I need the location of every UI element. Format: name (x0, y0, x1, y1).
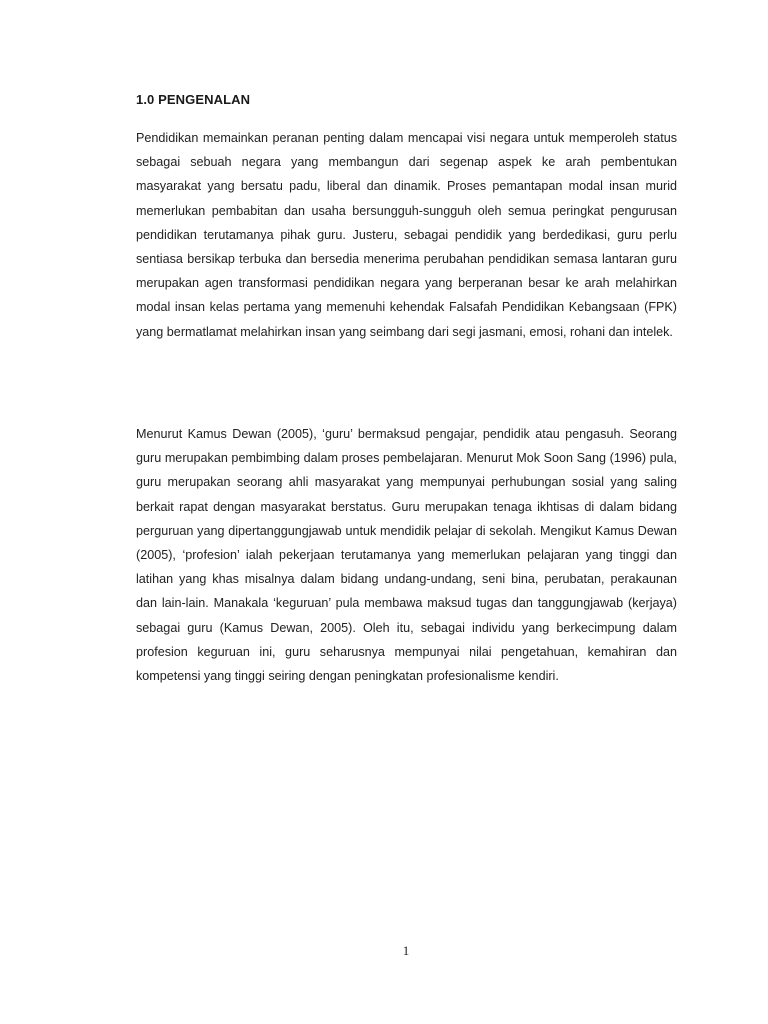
page-number: 1 (402, 943, 410, 958)
section-heading: 1.0 PENGENALAN (136, 92, 251, 107)
paragraph-definitions: Menurut Kamus Dewan (2005), ‘guru’ bermaksud pengajar, pendidik atau pengasuh. Seorang guru merupakan pembimbing dalam proses pembelajaran. Menurut Mok Soon Sang (1996) pula, guru merupakan seorang ahli masyarakat yang mempunyai perhubungan sosial yang saling berkait rapat dengan masyarakat berstatus. Guru merupakan tenaga ikhtisas di dalam bidang perguruan yang dipertanggungjawab untuk mendidik pelajar di sekolah. Mengikut Kamus Dewan (2005), ‘profesion’ ialah pekerjaan terutamanya yang memerlukan pelajaran yang tinggi dan latihan yang khas misalnya dalam bidang undang-undang, seni bina, perubatan, perakaunan dan lain-lain. Manakala ‘keguruan’ pula membawa maksud tugas dan tanggungjawab (kerjaya) sebagai guru (Kamus Dewan, 2005). Oleh itu, sebagai individu yang berkecimpung dalam profesion keguruan ini, guru seharusnya mempunyai nilai pengetahuan, kemahiran dan kompetensi yang tinggi seiring dengan peningkatan profesionalisme kendiri. (136, 427, 677, 684)
paragraph-introduction: Pendidikan memainkan peranan penting dalam mencapai visi negara untuk memperoleh status sebagai sebuah negara yang membangun dari segenap aspek ke arah pembentukan masyarakat yang bersatu padu, liberal dan dinamik. Proses pemantapan modal insan murid memerlukan pembabitan dan usaha bersungguh-sungguh oleh semua peringkat pengurusan pendidikan terutamanya pihak guru. Justeru, sebagai pendidik yang berdedikasi, guru perlu sentiasa bersikap terbuka dan bersedia menerima perubahan pendidikan semasa lantaran guru merupakan agen transformasi pendidikan negara yang berperanan besar ke arah melahirkan modal insan kelas pertama yang memenuhi kehendak Falsafah Pendidikan Kebangsaan (FPK) yang bermatlamat melahirkan insan yang seimbang dari segi jasmani, emosi, rohani dan intelek. (136, 131, 677, 339)
